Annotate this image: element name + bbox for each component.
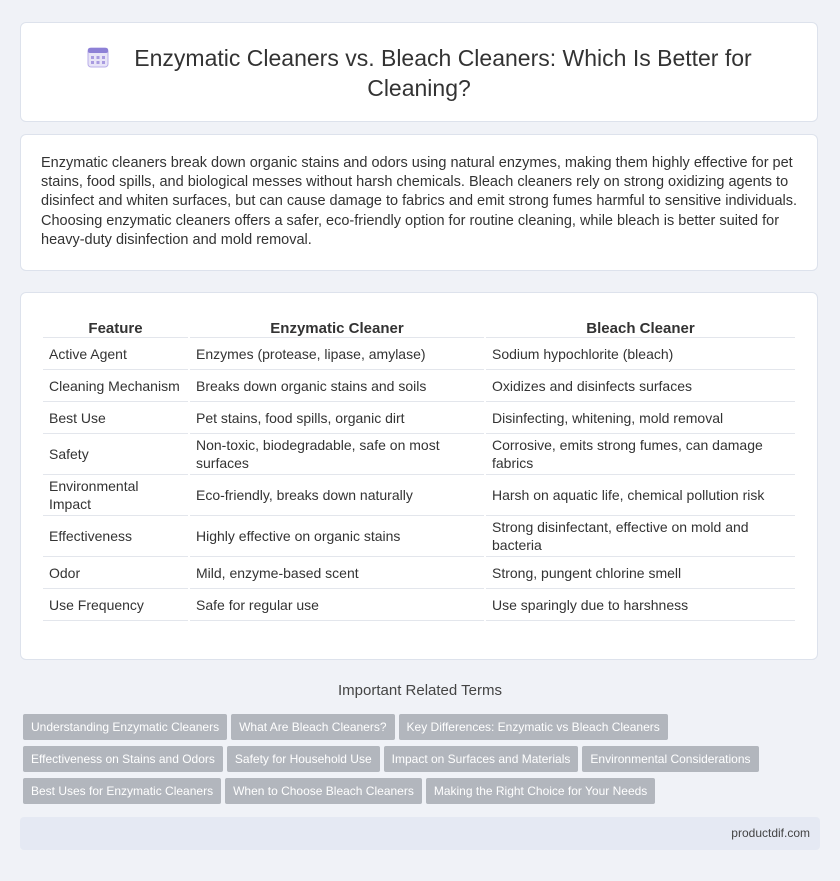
- page-title-text: Enzymatic Cleaners vs. Bleach Cleaners: Which Is Better for Cleaning?: [134, 45, 752, 101]
- tag-link[interactable]: What Are Bleach Cleaners?: [231, 714, 394, 740]
- table-cell: Cleaning Mechanism: [43, 370, 188, 402]
- table-cell: Eco-friendly, breaks down naturally: [190, 475, 484, 516]
- table-cell: Corrosive, emits strong fumes, can damage fabrics: [486, 434, 795, 475]
- table-cell: Environmental Impact: [43, 475, 188, 516]
- tag-link[interactable]: Key Differences: Enzymatic vs Bleach Cleaners: [399, 714, 668, 740]
- table-row: [43, 589, 795, 621]
- table-cell: Oxidizes and disinfects surfaces: [486, 370, 795, 402]
- tag-link[interactable]: Environmental Considerations: [582, 746, 758, 772]
- table-row: [43, 370, 795, 402]
- tag-link[interactable]: Understanding Enzymatic Cleaners: [23, 714, 227, 740]
- table-row: [43, 338, 795, 370]
- tag-link[interactable]: Best Uses for Enzymatic Cleaners: [23, 778, 221, 804]
- table-row: [43, 475, 795, 516]
- header-feature: Feature: [43, 315, 188, 338]
- table-cell: Strong, pungent chlorine smell: [486, 557, 795, 589]
- footer: [20, 817, 820, 850]
- calendar-icon: [86, 45, 110, 69]
- table-cell: Breaks down organic stains and soils: [190, 370, 484, 402]
- table-cell: Sodium hypochlorite (bleach): [486, 338, 795, 370]
- table-cell: Highly effective on organic stains: [190, 516, 484, 557]
- summary-text: Enzymatic cleaners break down organic stains and odors using natural enzymes, making them highly effective for pet stains, food spills, and biological messes without harsh chemicals. Bleach cleaners rely on strong oxidizing agents to disinfect and whiten surfaces, but can cause damage to fabrics and emit strong fumes harmful to sensitive individuals. Choosing enzymatic cleaners offers a safer, eco-friendly option for routine cleaning, while bleach is better suited for heavy-duty disinfection and mold removal.: [41, 155, 798, 248]
- table-cell: Use sparingly due to harshness: [486, 589, 795, 621]
- table-row: [43, 516, 795, 557]
- table-cell: Active Agent: [43, 338, 188, 370]
- table-cell: Safe for regular use: [190, 589, 484, 621]
- summary-card: [20, 134, 818, 271]
- page-title: [81, 43, 757, 103]
- table-cell: Effectiveness: [43, 516, 188, 557]
- tag-link[interactable]: Impact on Surfaces and Materials: [384, 746, 579, 772]
- table-cell: Pet stains, food spills, organic dirt: [190, 402, 484, 434]
- tag-link[interactable]: When to Choose Bleach Cleaners: [225, 778, 422, 804]
- table-cell: Use Frequency: [43, 589, 188, 621]
- table-cell: Safety: [43, 434, 188, 475]
- tag-link[interactable]: Making the Right Choice for Your Needs: [426, 778, 655, 804]
- comparison-table: [41, 315, 797, 621]
- related-terms-tags: [23, 714, 813, 810]
- table-cell: Strong disinfectant, effective on mold and bacteria: [486, 516, 795, 557]
- table-row: [43, 434, 795, 475]
- table-cell: Best Use: [43, 402, 188, 434]
- related-terms-heading: Important Related Terms: [338, 682, 502, 699]
- table-cell: Odor: [43, 557, 188, 589]
- tag-link[interactable]: Effectiveness on Stains and Odors: [23, 746, 223, 772]
- header-enzymatic: Enzymatic Cleaner: [190, 315, 484, 338]
- table-cell: Harsh on aquatic life, chemical pollution risk: [486, 475, 795, 516]
- header-bleach: Bleach Cleaner: [486, 315, 795, 338]
- table-cell: Disinfecting, whitening, mold removal: [486, 402, 795, 434]
- table-cell: Non-toxic, biodegradable, safe on most surfaces: [190, 434, 484, 475]
- footer-site[interactable]: productdif.com: [731, 826, 810, 840]
- table-row: [43, 402, 795, 434]
- tag-link[interactable]: Safety for Household Use: [227, 746, 380, 772]
- table-header-row: [43, 315, 795, 338]
- header-card: [20, 22, 818, 122]
- table-row: [43, 557, 795, 589]
- comparison-table-card: [20, 292, 818, 660]
- table-cell: Enzymes (protease, lipase, amylase): [190, 338, 484, 370]
- table-cell: Mild, enzyme-based scent: [190, 557, 484, 589]
